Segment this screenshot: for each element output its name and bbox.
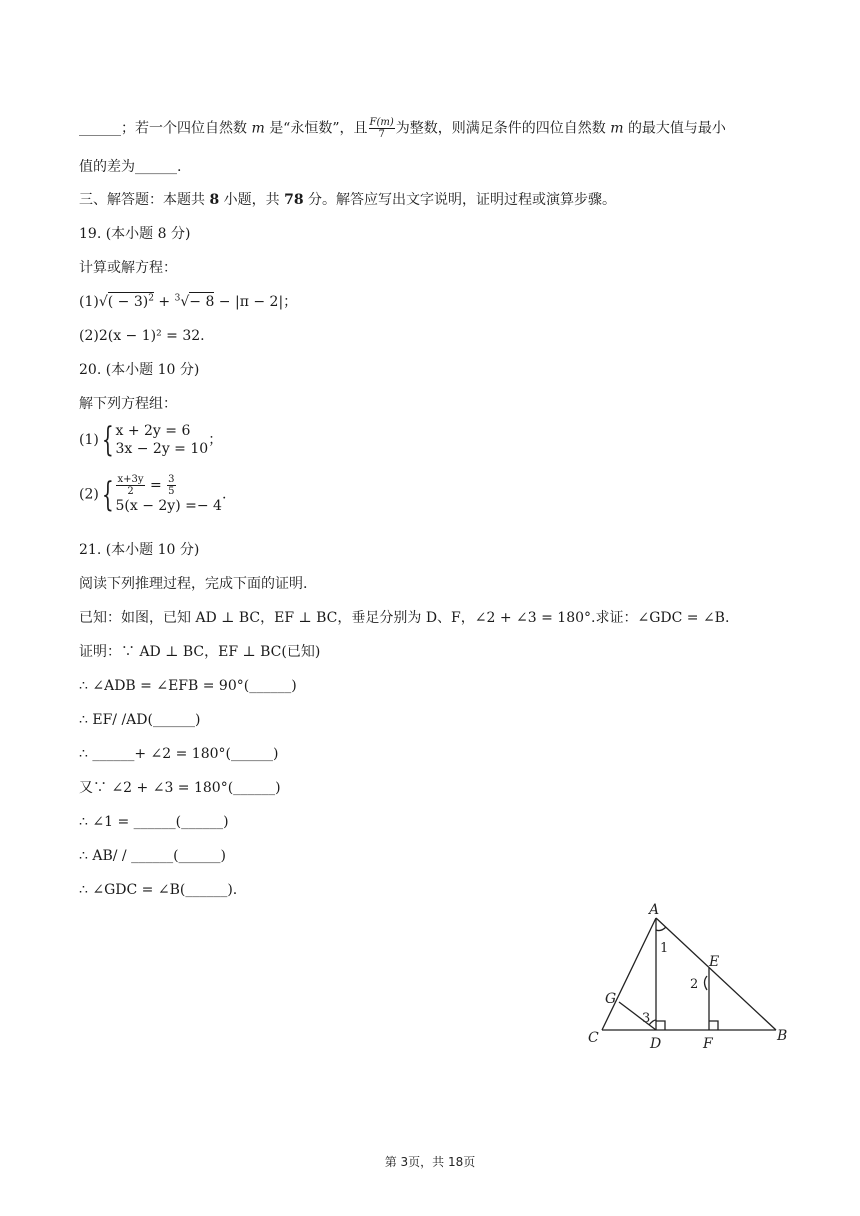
angle-mark-1 [656, 927, 666, 931]
q20-system1: (1){ x + 2y = 6 3x − 2y = 10 ； [79, 420, 223, 460]
section-title: 三、解答题：本题共 8 小题，共 78 分。解答应写出文字说明，证明过程或演算步骤。 [79, 192, 617, 208]
segment-ab [656, 918, 776, 1030]
q21-header: 21. (本小题 10 分) [79, 542, 200, 558]
label-a: A [649, 902, 660, 918]
angle-mark-2 [705, 976, 708, 990]
proof-line: 又∵ ∠2 + ∠3 = 180°(______) [79, 780, 281, 796]
label-angle-3: 3 [642, 1011, 651, 1026]
label-b: B [777, 1028, 788, 1044]
label-f: F [703, 1036, 713, 1052]
page-footer: 第 3页，共 18页 [384, 1155, 476, 1169]
q18-blank1: ______ [79, 120, 121, 137]
label-d: D [650, 1036, 662, 1052]
right-angle-d [656, 1021, 665, 1030]
right-angle-f [709, 1021, 718, 1030]
proof-line: ∴ AB/ / ______(______) [79, 848, 227, 864]
q21-given: 已知：如图，已知 AD ⊥ BC，EF ⊥ BC，垂足分别为 D、F，∠2 + ∠3 = 180°.求证：∠GDC = ∠B. [79, 610, 730, 626]
q18-blank2: ______ [135, 159, 177, 175]
q21-intro: 阅读下列推理过程，完成下面的证明. [79, 576, 308, 592]
label-g: G [605, 991, 617, 1007]
q19-part2: (2)2(x − 1)² = 32. [79, 328, 205, 344]
q18-line2: 值的差为______. [79, 159, 182, 175]
q20-system2: (2){ $\frac{x+3y}{2}$ = $\frac{3}{5}$ 5(x − 2y) =− 4 . [79, 474, 227, 515]
proof-line: ∴ EF/ /AD(______) [79, 712, 201, 728]
q19-intro: 计算或解方程： [79, 260, 177, 276]
proof-line: ∴ ______+ ∠2 = 180°(______) [79, 746, 279, 762]
label-c: C [588, 1030, 599, 1046]
segment-gd [619, 1002, 656, 1030]
label-angle-2: 2 [690, 977, 699, 992]
q19-header: 19. (本小题 8 分) [79, 226, 191, 242]
triangle-figure [586, 900, 796, 1052]
proof-line: ∴ ∠ADB = ∠EFB = 90°(______) [79, 678, 297, 694]
label-e: E [709, 954, 720, 970]
proof-line: 证明：∵ AD ⊥ BC，EF ⊥ BC(已知) [79, 644, 321, 660]
proof-line: ∴ ∠1 = ______(______) [79, 814, 229, 830]
q18-line1: ______；若一个四位自然数 m 是“永恒数”，且 $\frac{F(m)}{7}$ 为整数，则满足条件的四位自然数 m 的最大值与最小 [79, 117, 726, 140]
fraction-fm-over-7: $\frac{F(m)}{7}$ [369, 117, 394, 140]
q20-header: 20. (本小题 10 分) [79, 362, 200, 378]
proof-line: ∴ ∠GDC = ∠B(______). [79, 882, 238, 898]
q20-intro: 解下列方程组： [79, 396, 177, 412]
q19-part1: $(1)√( - 3)^2 + ^3√- 8 - |\pi - 2|$； [79, 293, 298, 310]
label-angle-1: 1 [660, 941, 669, 956]
